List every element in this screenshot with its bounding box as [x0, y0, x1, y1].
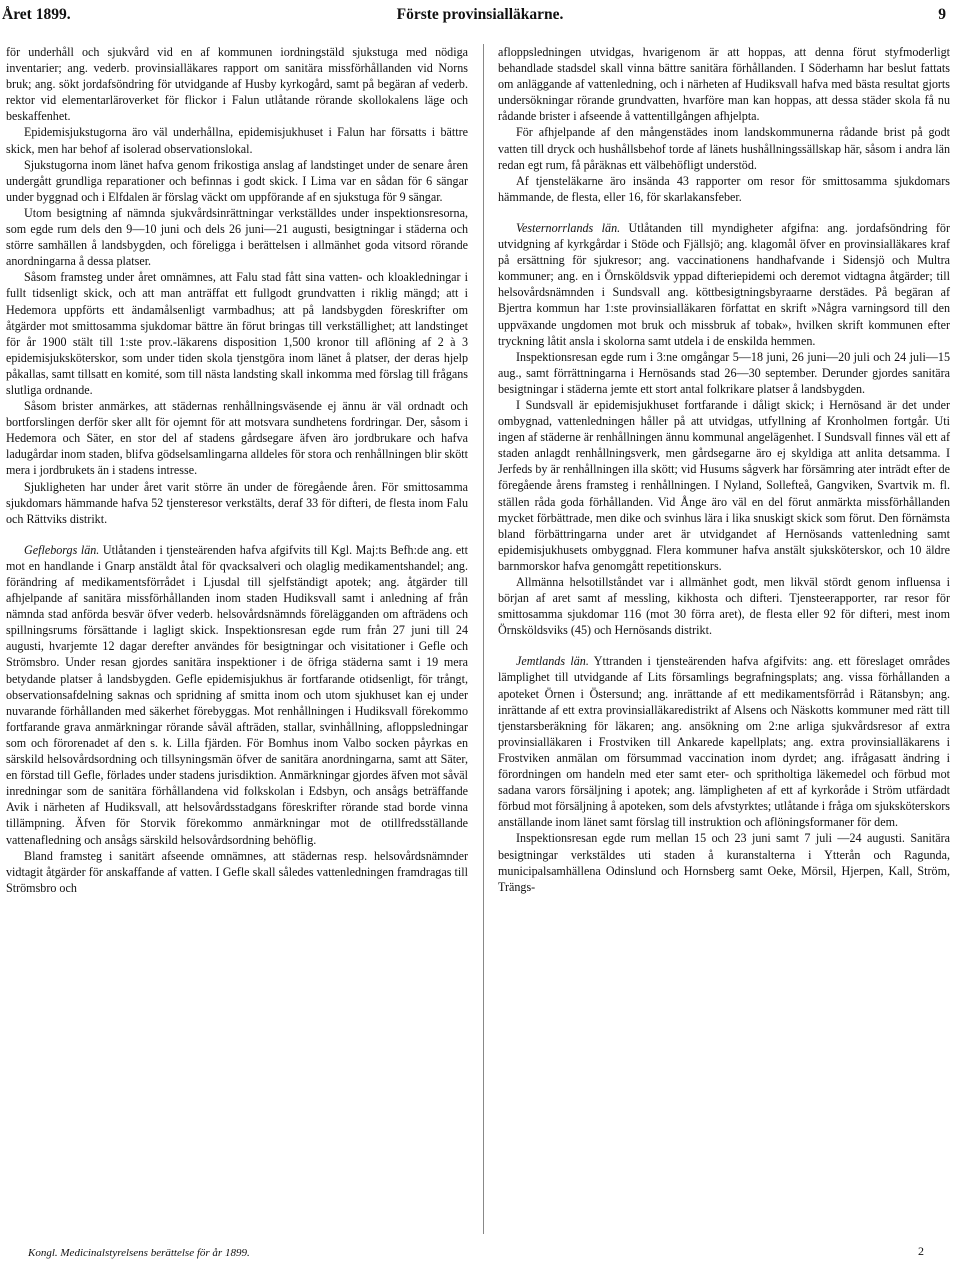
paragraph: Sjukstugorna inom länet hafva genom frikostiga anslag af landstinget under de senare åren undergått grundliga reparationer och befinnas i godt skick. I Lima var en sådan för 6 sängar under byggnad och i Elfdalen är förslag väckt om uppförande af en sjukstuga för 9 sängar.	[6, 157, 468, 204]
region-heading: Jemtlands län.	[516, 654, 589, 669]
paragraph: Såsom brister anmärkes, att städernas renhållningsväsende ej ännu är väl ordnadt och bortforslingen derför sker allt för ojemnt för att motsvara sundhetens fordringar. Der, såsom i Hedemora och Säter, en stor del af stadens gårdsegare äfven äro jordbrukare och hafva ladugårdar inom staden, blifva gödselsamlingarna alldeles för stora och renhållningen blir skött mera i jordbrukets än i stadens intresse.	[6, 399, 468, 478]
paragraph: Sjukligheten har under året varit större än under de föregående åren. För smittosamma sjukdomars hämmande hafva 52 tjensteresor verkstälts, deraf 33 för difteri, de flesta inom Falu och Rättviks distrikt.	[6, 479, 468, 526]
paragraph: I Sundsvall är epidemisjukhuset fortfarande i dåligt skick; i Hernösand är det under ombygnad, vattenledningen håller på att utvidgas, utfyllning af Kronholmen fortgår. Uti ingen af städerne är renhållningen ännu kommunal angelägenhet. I Sundsvall finnes väl ett af staden anlagdt renhållningsverk, men gårdsegarne äro ej skyldiga att anlita detsamma. I Jerfeds by är renhållningen illa skött; vid Husums sågverk har försämring ater inträdt efter de föregående årens framsteg i renhållningen. I Nyland, Sollefteå, Gangviken, Svartvik m. fl. ställen råda goda förhållanden. Vid Ånge äro väl en del förut anmärkta missförhållanden mycket förbättrade, men dike och svinhus lära i lika snuskigt skick som förut. Den förnämsta bland förbättringarna under aret är utvidgandet af Hernösands vattenledning samt epidemisjukhusets ombyggnad. Flera kommuner hafva anstält sjuksköterskor, och 10 äldre barnmorskor hafva genomgått repetitionskurs.	[498, 397, 950, 573]
header-year: Året 1899.	[2, 6, 71, 23]
paragraph: Allmänna helsotillståndet var i allmänhet godt, men likväl stördt genom influensa i början af aret samt af messling, kikhosta och difteri. Tjensteerapporter, rar resor för smittosamma sjukdomar 116 (mot 30 förra aret), de flesta eller 92 för difteri, mest inom Örnsköldsviks (45) och Hernösands distrikt.	[498, 575, 950, 638]
paragraph: afloppsledningen utvidgas, hvarigenom är att hoppas, att denna förut styfmoderligt behandlade stadsdel skall vinna bättre sanitära förhållanden. I Söderhamn har beslut fattats om anläggande af vattenledning, och i närheten af Hudiksvall hafva med bästa resultat gjorts undersökningar rörande grundvatten, hvarföre man kan hoppas, att dessa städer skola få nu rådande brister i afseende å vattentillgången afhjelpta.	[498, 45, 950, 124]
paragraph	[498, 653, 950, 830]
page-number: 9	[938, 6, 946, 23]
footer-source: Kongl. Medicinalstyrelsens berättelse för år 1899.	[28, 1247, 250, 1259]
paragraph: för underhåll och sjukvård vid en af kommunen iordningstäld sjukstuga med nödiga inventarier; ang. vederb. provinsialläkares rapport om sanitära missförhållanden vid Norns bruk; ang. sökt jordafsöndring för utvidgande af Husby kyrkogård, samt på begäran af vederb. rektor vid elementarläroverket för flickor i Falun utlåtande rörande skollokalens läge och beskaffenhet.	[6, 45, 468, 124]
page-header	[0, 6, 960, 28]
paragraph: Af tjensteläkarne äro insända 43 rapporter om resor för smittosamma sjukdomars hämmande, de flesta, eller 16, för skarlakansfeber.	[498, 173, 950, 204]
right-column	[498, 44, 950, 895]
region-heading: Gefleborgs län.	[24, 542, 100, 557]
paragraph-text: Yttranden i tjensteärenden hafva afgifvits: ang. ett föreslaget områdes lämplighet till utvidgande af Lits församlings begrafningsplats; ang. vissa förhållanden a apoteket Örnen i Östersund; ang. inrättande af ett medikamentsförråd i Rätansbyn; ang. inrättande af ett extra provinsialläkaredistrikt af Alsens och Näskotts kommuner med rätt till tjenstarsberäkning för läkaren; ang. ansökning om 2:ne arliga sjukvårdsresor af extra provinsialläkaren i Frostviken till Ankarede kapellplats; ang. extra provinsialläkarens i Frostviken anmälan om försummad vaccination inom dyrdet; ang. ifrågasatt ändring i förordningen om handeln med eter samt eter- och spritholtiga läkemedel och förbud mot sadana varors försäljning i apotek; ang. lämpligheten af ett af kyrkoråde i Ström utfärdadt förbud mot försäljning å apoteken, som dels afvstyrktes; utlåtande i fråga om sjuksköterskors anställande inom länet samt förslag till instruktion och aflöningsformaner för dem.	[498, 654, 951, 830]
paragraph: Inspektionsresan egde rum i 3:ne omgångar 5—18 juni, 26 juni—20 juli och 24 juli—15 aug., samt förrättningarna i Hernösands stad 26—30 september. Derunder gjordes sanitära besigtningar i städerna jemte ett stort antal folkrikare platser å landsbygden.	[498, 349, 950, 396]
paragraph	[6, 542, 468, 848]
column-divider	[483, 44, 484, 1234]
paragraph-text: Utlåtanden i tjensteärenden hafva afgifvits till Kgl. Maj:ts Befh:de ang. ett mot en handlande i Gnarp anstäldt åtal för qvacksalveri och olaglig medikamentshandel; ang. förändring af medikamentsförrådet i Ljusdal till sjelfständigt apotek; ang. åtgärder till afhjelpande af sanitära missförhållanden inom staden Hudiksvall samt i anledning af från nämnda stad anförda besvär öfver vederb. helsovårdsnämnds förelägganden om afträdens och spillningsrums försättande i lagligt skick. Inspektionsresan egde rum från 27 juni till 24 augusti, hvarjemte 12 dagar derefter användes för besigtningar och visitationer i Gefle och Strömsbro. Under resan gjordes sanitära inspektioner i de öfriga städerna samt i 19 mera betydande platser å landsbygden. Gefle epidemisjukhus är fortfarande otidsenligt, för trångt, observationsafdelning saknas och spridning af smitta inom och utom sjukhuset kan ej under nuvarande förhållanden med säkerhet förebyggas. Mot renhållningen i Hudiksvall förekommo fortfarande grava anmärkningar rörande såväl afträden, stallar, svinhållning, afloppsledningar som och förorenadet af den s. k. Lilla fjärden. För Bomhus inom Valbo socken påyrkas en särskild helsovårdsordning och tillsyningsmän öfver de sanitära anordningarna, samt att Säter, en förstad till Gefle, förlades under stadens jurisdiktion. Anmärkningar gjordes äfven mot såväl inredningar som de sanitära förhållandena vid folkskolan i Edsbyn, och ansågs beträffande Avik i närheten af Hudiksvall, att helsovårdsstadgans föreskrifter rörande stad borde vinna tillämpning. Äfven för Storvik förekommo anmärkningar mot de otillfredsställande vattenafledning och ansågs särskild helsovårdsordning behöflig.	[6, 542, 468, 847]
paragraph: Såsom framsteg under året omnämnes, att Falu stad fått sina vatten- och kloakledningar i fullt tidsenligt skick, och att man anträffat ett fullgodt grundvatten i riklig mängd; att i Hedemora uppförts ett ändamålsenligt varmbadhus; att på landsbygden föreskrifter om åtgärder mot smittosamma sjukdomar bättre än förut bringas till verkställighet; att landstinget för år 1900 stält till 1:ste prov.-läkarens disposition 1,500 kronor till aflöning af 2 à 3 epidemisjuksköterskor, som under tiden skola tjenstgöra inom länet å platser, der deras hjelp påkallas, samt tillsatt en komité, som till nästa landsting skall inkomma med förslag till frågans slutliga ordnande.	[6, 270, 468, 397]
header-title: Förste provinsialläkarne.	[396, 6, 564, 23]
region-heading: Vesternorrlands län.	[516, 220, 621, 235]
paragraph-text: Utlåtanden till myndigheter afgifna: ang. jordafsöndring för utvidgning af kyrkgårdar i Stöde och Fjällsjö; ang. klagomål öfver en provinsialläkares kraf på ersättning för sjukresor; ang. vaccinationens handhafvande i Sidensjö och Multra kommuner; ang. en i Örnsköldsvik yppad difteriepidemi och deremot vidtagna åtgärder; till helsovårdsnämnden i Sundsvall ang. köttbesigtningsbyraarne derstädes. På begäran af Bjertra kommun har 1:ste provinsialläkaren författat en skrift »Några varningsord till den uppväxande ungdomen mot bruk och missbruk af tobak», hvilken skrift kommunen efter tryckning låtit ansla i skolorna samt utdela i de enskilda hemmen.	[498, 220, 950, 348]
paragraph: Inspektionsresan egde rum mellan 15 och 23 juni samt 7 juli —24 augusti. Sanitära besigtningar verkstäldes uti staden å kuranstalterna i Ytterån och Ragunda, municipalsamhällena Odinslund och Hornsberg samt Oeke, Mörsil, Hjerpen, Kall, Ström, Trängs-	[498, 831, 950, 894]
paragraph: Utom besigtning af nämnda sjukvårdsinrättningar verkställdes under inspektionsresorna, som egde rum dels den 9—10 juni och dels 26 juni—21 augusti, besigtningar i städerna och större samhällen å landsbygden, och föreligga i berättelsen i allmänhet goda vitsord rörande anordningarna å dessa platser.	[6, 205, 468, 269]
left-column	[6, 44, 468, 896]
signature-number: 2	[918, 1244, 924, 1258]
paragraph: Epidemisjukstugorna äro väl underhållna, epidemisjukhuset i Falun har försatts i bättre skick, men har behof af isolerad observationslokal.	[6, 125, 468, 156]
paragraph	[498, 220, 950, 349]
paragraph: För afhjelpande af den mångenstädes inom landskommunerna rådande brist på godt vatten till dryck och hushållsbehof torde af länets hushållningssällskap här, såsom i andra län redan egt rum, få påräknas ett välbehöfligt understöd.	[498, 125, 950, 172]
paragraph: Bland framsteg i sanitärt afseende omnämnes, att städernas resp. helsovårdsnämnder vidtagit åtgärder för anskaffande af vatten. I Gefle skall således vattenledningen framdragas till Strömsbro och	[6, 848, 468, 895]
